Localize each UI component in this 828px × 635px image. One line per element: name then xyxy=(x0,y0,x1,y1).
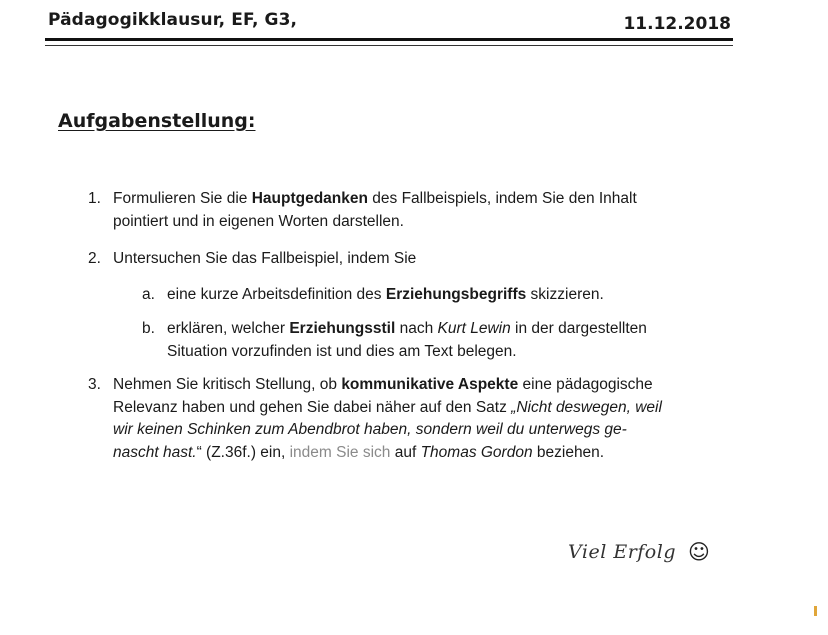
keyword-hauptgedanken: Hauptgedanken xyxy=(251,190,368,207)
task-text-segment: Relevanz haben und gehen Sie dabei näher auf den Satz xyxy=(113,398,512,416)
scan-mark xyxy=(814,606,817,616)
task-text-segment: Untersuchen Sie das Fallbeispiel, indem Sie xyxy=(113,250,417,267)
task-text-segment: Formulieren Sie die xyxy=(113,190,252,207)
name-thomas-gordon: Thomas Gordon xyxy=(420,443,533,461)
task-text-segment: Situation vorzufinden ist und dies am Text belegen. xyxy=(167,342,517,360)
task-text xyxy=(113,248,753,271)
task-text-segment: des Fallbeispiels, indem Sie den Inhalt xyxy=(367,190,637,207)
exam-title: Pädagogikklausur, EF, G3, xyxy=(48,10,298,30)
task-text-segment: Nehmen Sie kritisch Stellung, ob xyxy=(113,376,342,393)
task-text-segment: auf xyxy=(390,443,421,461)
header-rule-thick xyxy=(45,38,733,41)
task-text-segment: pointiert und in eigenen Worten darstellen. xyxy=(113,212,404,230)
task-text-segment: erklären, welcher xyxy=(167,320,290,337)
task-text xyxy=(113,188,753,233)
keyword-erziehungsstil: Erziehungsstil xyxy=(289,320,396,337)
task-number: 3. xyxy=(88,376,101,393)
task-text-segment-faded: indem Sie sich xyxy=(289,443,391,461)
subtask-text xyxy=(167,284,727,307)
smiley-icon: ☺ xyxy=(688,540,710,564)
task-text-segment: beziehen. xyxy=(532,443,605,461)
task-text xyxy=(113,374,753,464)
section-title: Aufgabenstellung: xyxy=(58,110,256,132)
subtask-letter: a. xyxy=(142,286,155,303)
task-text-segment: “ (Z.36f.) ein, xyxy=(196,443,290,461)
keyword-kommunikative-aspekte: kommunikative Aspekte xyxy=(341,376,519,393)
task-number: 2. xyxy=(88,250,101,267)
task-text-segment: eine kurze Arbeitsdefinition des xyxy=(167,286,386,303)
task-number: 1. xyxy=(88,190,101,207)
exam-date: 11.12.2018 xyxy=(623,14,731,34)
subtask-letter: b. xyxy=(142,320,155,337)
header-rule-thin xyxy=(45,45,733,46)
quote-segment: nascht hast. xyxy=(113,443,197,461)
task-text-segment: eine pädagogische xyxy=(518,376,653,393)
task-text-segment: nach xyxy=(395,320,438,337)
task-text-segment: in der dargestellten xyxy=(510,320,647,337)
keyword-erziehungsbegriff: Erziehungsbegriffs xyxy=(385,286,527,303)
signoff-text: Viel Erfolg xyxy=(568,541,676,563)
subtask-text xyxy=(167,318,727,363)
task-text-segment: skizzieren. xyxy=(526,286,604,303)
name-kurt-lewin: Kurt Lewin xyxy=(437,320,511,337)
quote-segment: wir keinen Schinken zum Abendbrot haben, sondern weil du unterwegs ge- xyxy=(113,421,627,438)
quote-segment: „Nicht deswegen, weil xyxy=(511,398,662,416)
